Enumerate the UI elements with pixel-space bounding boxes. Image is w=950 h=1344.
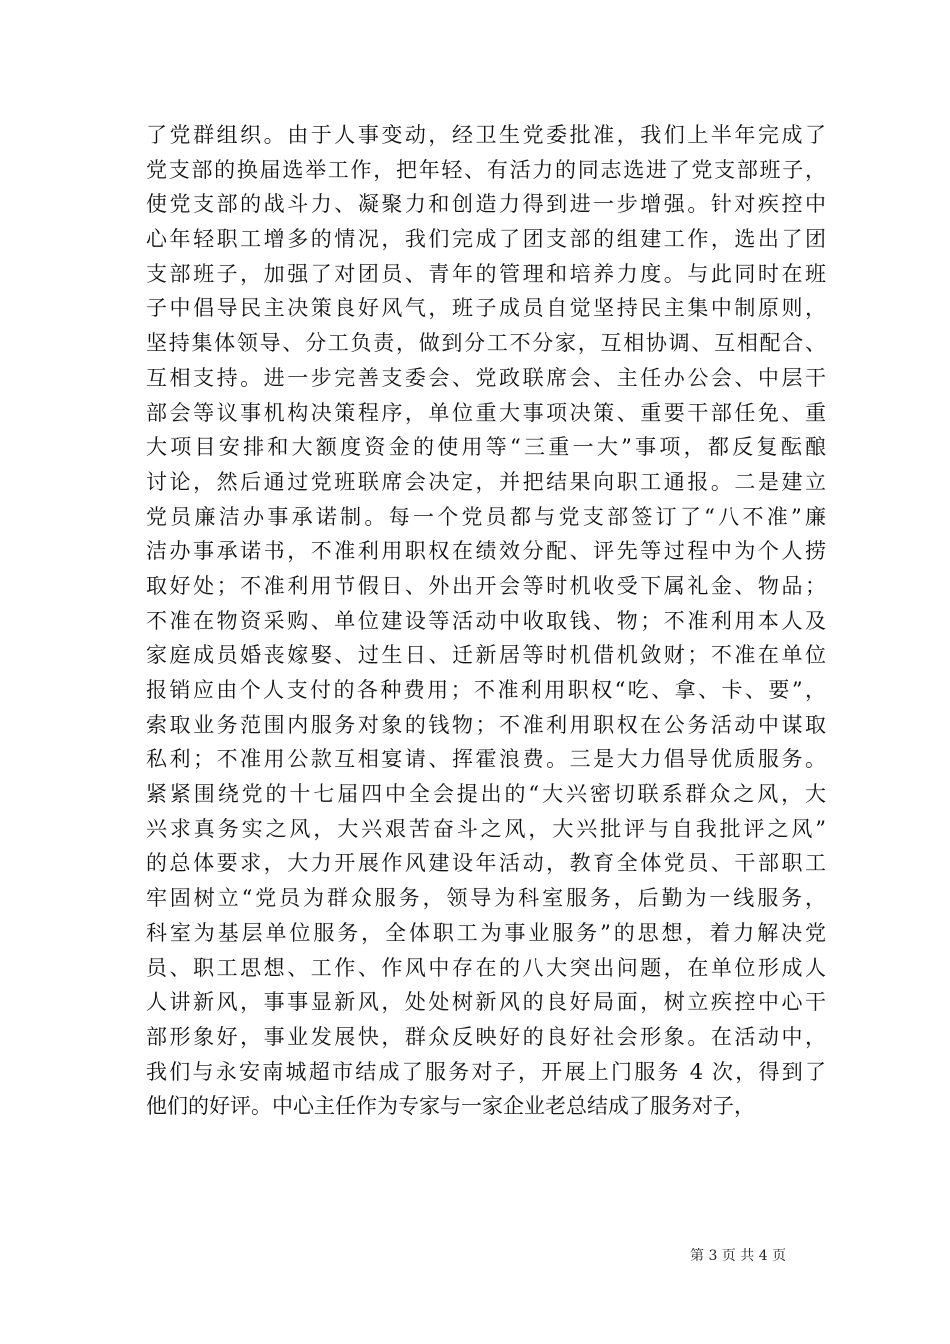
text-line: 大项目安排和大额度资金的使用等“三重一大”事项，都反复酝酿 xyxy=(146,435,826,460)
text-line: 支部班子，加强了对团员、青年的管理和培养力度。与此同时在班 xyxy=(146,261,826,286)
text-line: 员、职工思想、工作、作风中存在的八大突出问题，在单位形成人 xyxy=(146,955,826,980)
text-line: 的总体要求，大力开展作风建设年活动，教育全体党员、干部职工 xyxy=(146,851,826,876)
text-line: 部形象好，事业发展快，群众反映好的良好社会形象。在活动中， xyxy=(146,1024,826,1049)
text-line: 紧紧围绕党的十七届四中全会提出的“大兴密切联系群众之风，大 xyxy=(146,782,826,807)
text-line: 人讲新风，事事显新风，处处树新风的良好局面，树立疾控中心干 xyxy=(146,990,826,1015)
text-line: 他们的好评。中心主任作为专家与一家企业老总结成了服务对子， xyxy=(146,1094,755,1119)
text-line: 索取业务范围内服务对象的钱物；不准利用职权在公务活动中谋取 xyxy=(146,712,826,737)
text-line: 报销应由个人支付的各种费用；不准利用职权“吃、拿、卡、要”， xyxy=(146,678,826,702)
text-line: 讨论，然后通过党班联席会决定，并把结果向职工通报。二是建立 xyxy=(146,469,826,494)
text-line: 互相支持。进一步完善支委会、党政联席会、主任办公会、中层干 xyxy=(146,365,826,390)
text-line: 牢固树立“党员为群众服务，领导为科室服务，后勤为一线服务， xyxy=(146,886,826,911)
text-line: 部会等议事机构决策程序，单位重大事项决策、重要干部任免、重 xyxy=(146,400,826,425)
text-line: 心年轻职工增多的情况，我们完成了团支部的组建工作，选出了团 xyxy=(146,227,826,252)
text-line: 洁办事承诺书，不准利用职权在绩效分配、评先等过程中为个人捞 xyxy=(146,539,826,564)
text-line: 取好处；不准利用节假日、外出开会等时机收受下属礼金、物品； xyxy=(146,573,826,598)
text-line: 党支部的换届选举工作，把年轻、有活力的同志选进了党支部班子， xyxy=(146,157,826,182)
text-line: 家庭成员婚丧嫁娶、过生日、迁新居等时机借机敛财；不准在单位 xyxy=(146,643,826,668)
page-number: 第 3 页 共 4 页 xyxy=(690,1248,787,1264)
text-line: 兴求真务实之风，大兴艰苦奋斗之风，大兴批评与自我批评之风” xyxy=(146,816,826,841)
text-line: 坚持集体领导、分工负责，做到分工不分家，互相协调、互相配合、 xyxy=(146,331,826,356)
text-line: 科室为基层单位服务，全体职工为事业服务”的思想，着力解决党 xyxy=(146,920,826,945)
text-line: 我们与永安南城超市结成了服务对子，开展上门服务 4 次，得到了 xyxy=(146,1059,826,1084)
text-line: 私利；不准用公款互相宴请、挥霍浪费。三是大力倡导优质服务。 xyxy=(146,747,826,772)
text-line: 子中倡导民主决策良好风气，班子成员自觉坚持民主集中制原则， xyxy=(146,296,826,321)
text-line: 不准在物资采购、单位建设等活动中收取钱、物；不准利用本人及 xyxy=(146,608,826,633)
text-line: 使党支部的战斗力、凝聚力和创造力得到进一步增强。针对疾控中 xyxy=(146,192,826,217)
text-line: 了党群组织。由于人事变动，经卫生党委批准，我们上半年完成了 xyxy=(146,123,826,147)
text-line: 党员廉洁办事承诺制。每一个党员都与党支部签订了“八不准”廉 xyxy=(146,504,826,529)
document-body xyxy=(146,118,826,1124)
